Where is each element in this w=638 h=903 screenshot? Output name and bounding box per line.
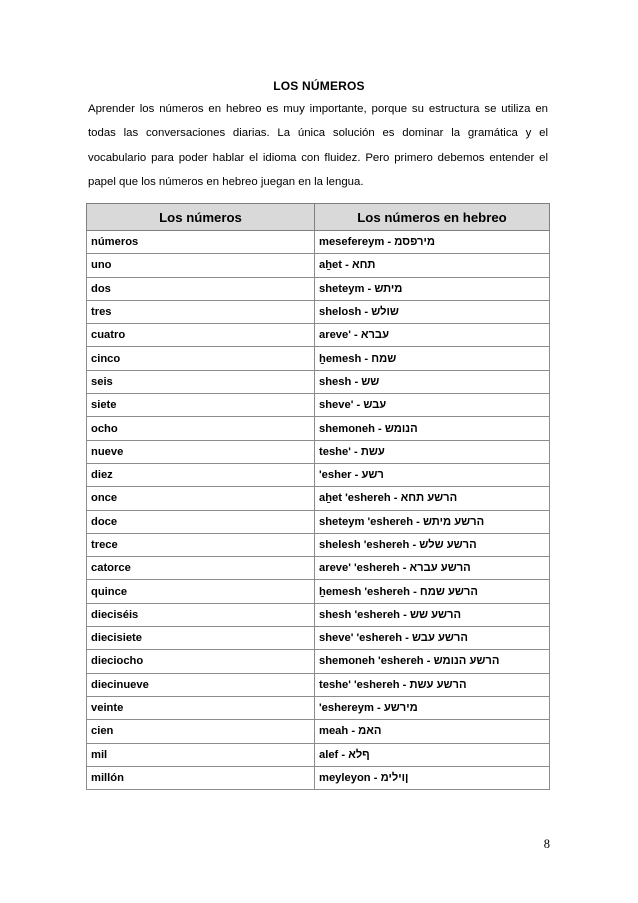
hebrew-number-cell: areve' - עברא: [315, 324, 550, 347]
spanish-number-cell: dieciséis: [87, 603, 315, 626]
table-row: [87, 300, 550, 323]
table-row: [87, 347, 550, 370]
hebrew-number-cell: aẖet - תחא: [315, 254, 550, 277]
table-row: [87, 720, 550, 743]
hebrew-number-cell: areve' 'eshereh - הרשע עברא: [315, 557, 550, 580]
hebrew-number-cell: alef - ףלא: [315, 743, 550, 766]
spanish-number-cell: cinco: [87, 347, 315, 370]
hebrew-number-cell: aẖet 'eshereh - הרשע תחא: [315, 487, 550, 510]
spanish-number-cell: cien: [87, 720, 315, 743]
spanish-number-cell: once: [87, 487, 315, 510]
hebrew-number-cell: shesh 'eshereh - הרשע שש: [315, 603, 550, 626]
spanish-number-cell: ocho: [87, 417, 315, 440]
header-hebrew: Los números en hebreo: [315, 204, 550, 231]
hebrew-number-cell: mesefereym - מירפסמ: [315, 231, 550, 254]
hebrew-number-cell: sheve' - עבש: [315, 394, 550, 417]
spanish-number-cell: catorce: [87, 557, 315, 580]
intro-paragraph: Aprender los números en hebreo es muy importante, porque su estructura se utiliza en todas las conversaciones diarias. La única solución es dominar la gramática y el vocabulario para poder hablar el idioma con fluidez. Pero primero debemos entender el papel que los números en hebreo juegan en la lengua.: [88, 103, 548, 188]
hebrew-number-cell: shemoneh 'eshereh - הרשע הנומש: [315, 650, 550, 673]
hebrew-number-cell: ẖemesh - שמח: [315, 347, 550, 370]
spanish-number-cell: millón: [87, 766, 315, 789]
hebrew-number-cell: teshe' 'eshereh - הרשע עשת: [315, 673, 550, 696]
numbers-table: [86, 203, 550, 790]
table-row: [87, 580, 550, 603]
hebrew-number-cell: shelosh - שולש: [315, 300, 550, 323]
table-row: [87, 627, 550, 650]
spanish-number-cell: diecisiete: [87, 627, 315, 650]
spanish-number-cell: tres: [87, 300, 315, 323]
spanish-number-cell: quince: [87, 580, 315, 603]
spanish-number-cell: doce: [87, 510, 315, 533]
spanish-number-cell: mil: [87, 743, 315, 766]
hebrew-number-cell: sheve' 'eshereh - הרשע עבש: [315, 627, 550, 650]
table-row: [87, 557, 550, 580]
table-row: [87, 277, 550, 300]
table-row: [87, 254, 550, 277]
hebrew-number-cell: 'esher - רשע: [315, 463, 550, 486]
hebrew-number-cell: 'eshereym - מירשע: [315, 696, 550, 719]
table-row: [87, 766, 550, 789]
hebrew-number-cell: sheteym - מיתש: [315, 277, 550, 300]
hebrew-number-cell: sheteym 'eshereh - הרשע מיתש: [315, 510, 550, 533]
hebrew-number-cell: shelesh 'eshereh - הרשע שלש: [315, 533, 550, 556]
table-row: [87, 417, 550, 440]
spanish-number-cell: cuatro: [87, 324, 315, 347]
spanish-number-cell: trece: [87, 533, 315, 556]
table-row: [87, 231, 550, 254]
spanish-number-cell: números: [87, 231, 315, 254]
spanish-number-cell: dieciocho: [87, 650, 315, 673]
spanish-number-cell: nueve: [87, 440, 315, 463]
hebrew-number-cell: ẖemesh 'eshereh - הרשע שמח: [315, 580, 550, 603]
table-body: [87, 231, 550, 790]
table-row: [87, 463, 550, 486]
table-row: [87, 743, 550, 766]
spanish-number-cell: veinte: [87, 696, 315, 719]
page-title: LOS NÚMEROS: [273, 79, 365, 93]
hebrew-number-cell: shesh - שש: [315, 370, 550, 393]
spanish-number-cell: siete: [87, 394, 315, 417]
spanish-number-cell: diecinueve: [87, 673, 315, 696]
table-row: [87, 394, 550, 417]
page-number: 8: [543, 837, 550, 851]
table-row: [87, 673, 550, 696]
table-row: [87, 603, 550, 626]
table-row: [87, 533, 550, 556]
hebrew-number-cell: meah - האמ: [315, 720, 550, 743]
header-spanish: Los números: [87, 204, 315, 231]
spanish-number-cell: uno: [87, 254, 315, 277]
table-row: [87, 696, 550, 719]
table-row: [87, 510, 550, 533]
spanish-number-cell: diez: [87, 463, 315, 486]
table-row: [87, 370, 550, 393]
table-header-row: [87, 204, 550, 231]
table-row: [87, 440, 550, 463]
table-row: [87, 324, 550, 347]
hebrew-number-cell: meyleyon - ןוילימ: [315, 766, 550, 789]
table-row: [87, 487, 550, 510]
spanish-number-cell: dos: [87, 277, 315, 300]
hebrew-number-cell: shemoneh - הנומש: [315, 417, 550, 440]
spanish-number-cell: seis: [87, 370, 315, 393]
hebrew-number-cell: teshe' - עשת: [315, 440, 550, 463]
table-row: [87, 650, 550, 673]
